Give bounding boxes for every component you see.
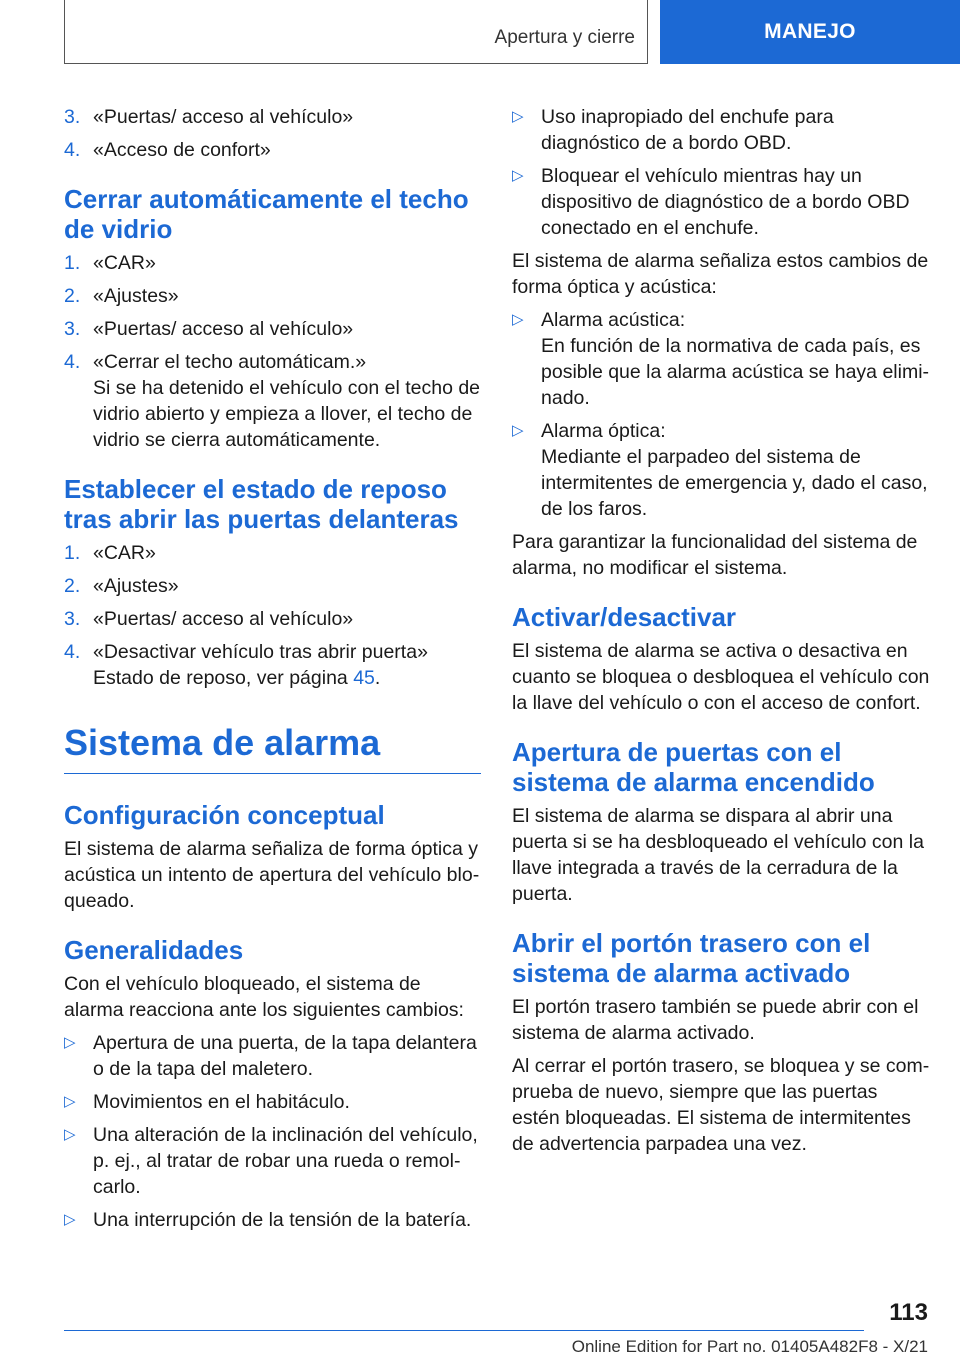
list-item: ▷ Una alteración de la inclinación del vehículo, p. ej., al tratar de robar una rueda o remolcarlo. [64,1124,478,1198]
running-header-section [64,0,648,64]
list-item: ▷ Alarma óptica: Mediante el parpadeo del sistema de intermitentes de emergencia y, dado el caso, de los faros. [512,418,930,522]
left-column [64,104,481,1240]
list-item: 3. «Puertas/ acceso al vehículo» [64,608,354,630]
paragraph: Para garantizar la funcionalidad del sistema de alarma, no modificar el sistema. [512,531,918,579]
triangle-bullet-icon: ▷ [512,167,524,184]
step-note: Estado de reposo, ver página 45. [93,667,381,689]
list-item: 4. «Desactivar vehículo tras abrir puerta» Estado de reposo, ver página 45. [64,639,481,691]
paragraph: El sistema de alarma se activa o desactiva en cuanto se bloquea o desbloquea el vehículo con la llave del vehículo o con el acceso de confort. [512,640,930,714]
bullet-list [512,307,930,522]
heading-general: Generalidades [64,935,244,965]
list-item: 4. «Cerrar el techo automáticam.» Si se ha detenido el vehículo con el techo de vidrio abierto y empieza a llover, el techo de vidrio se cierra automáticamente. [64,351,481,451]
heading-reposo: Establecer el estado de reposo tras abrir las puertas delanteras [64,474,459,534]
triangle-bullet-icon: ▷ [512,422,524,439]
bullet-list [64,1030,481,1233]
list-item: 1. «CAR» [64,252,156,274]
heading-tailgate: Abrir el portón trasero con el sistema de alarma activado [512,928,871,988]
list-item: 3. «Puertas/ acceso al vehículo» [64,318,354,340]
list-item: 2. «Ajustes» [64,285,179,307]
triangle-bullet-icon: ▷ [512,108,524,125]
right-column [512,104,930,1164]
edition-note: Online Edition for Part no. 01405A482F8 - X/21 [571,1337,928,1356]
chapter-heading: Sistema de alarma [64,723,481,774]
heading-activate: Activar/desactivar [512,602,737,632]
paragraph: Al cerrar el portón trasero, se bloquea y se comprueba de nuevo, siempre que las puertas estén bloqueadas. El sistema de intermitentes de advertencia parpadea una vez. [512,1055,930,1155]
chapter-title: MANEJO [764,20,856,43]
steps-list-reposo [64,540,481,691]
list-item: ▷ Alarma acústica: En función de la normativa de cada país, es posible que la alarma acústica se haya eliminado. [512,309,930,409]
steps-list-techo [64,250,481,453]
list-item: ▷ Apertura de una puerta, de la tapa delantera o de la tapa del maletero. [64,1032,477,1080]
heading-concept: Configuración conceptual [64,800,385,830]
triangle-bullet-icon: ▷ [64,1093,76,1110]
page-link[interactable]: 45 [353,667,375,689]
list-item: 3. «Puertas/ acceso al vehículo» [64,106,354,128]
heading-techo: Cerrar automáticamente el techo de vidrio [64,184,469,244]
triangle-bullet-icon: ▷ [64,1034,76,1051]
list-item: ▷ Movimientos en el habitáculo. [64,1091,350,1113]
list-item: 2. «Ajustes» [64,575,179,597]
list-item: ▷ Uso inapropiado del enchufe para diagnóstico de a bordo OBD. [512,106,834,154]
section-title: Apertura y cierre [494,27,635,48]
heading-doors: Apertura de puertas con el sistema de alarma encendido [512,737,875,797]
list-item: 4. «Acceso de confort» [64,139,271,161]
chapter-tab [660,0,960,64]
step-note: Si se ha detenido el vehículo con el techo de vidrio abierto y empieza a llover, el techo de vidrio se cierra automáticamente. [93,377,481,451]
paragraph: El sistema de alarma señaliza de forma óptica y acústica un intento de apertura del vehículo bloqueado. [64,838,480,912]
page-number: 113 [889,1299,928,1326]
list-item: ▷ Bloquear el vehículo mientras hay un dispositivo de diagnóstico de a bordo OBD conectado en el enchufe. [512,165,910,239]
paragraph: El sistema de alarma señaliza estos cambios de forma óptica y acústica: [512,250,929,298]
paragraph: El sistema de alarma se dispara al abrir una puerta si se ha desbloqueado el vehículo con la llave integrada a través de la cerradura de la puerta. [512,805,924,905]
bullet-note: En función de la normativa de cada país, es posible que la alarma acústica se haya eliminado. [541,335,930,409]
triangle-bullet-icon: ▷ [512,311,524,328]
steps-list-continued [64,104,481,163]
bullet-note: Mediante el parpadeo del sistema de intermitentes de emergencia y, dado el caso, de los faros. [541,446,928,520]
bullet-list [512,104,930,241]
list-item: ▷ Una interrupción de la tensión de la batería. [64,1209,472,1231]
step-number: 3. [64,106,81,128]
triangle-bullet-icon: ▷ [64,1126,76,1143]
paragraph: El portón trasero también se puede abrir con el sistema de alarma activado. [512,996,919,1044]
paragraph: Con el vehículo bloqueado, el sistema de alarma reacciona ante los siguientes cambios: [64,973,464,1021]
step-number: 4. [64,139,81,161]
triangle-bullet-icon: ▷ [64,1211,76,1228]
list-item: 1. «CAR» [64,542,156,564]
footer-divider [64,1330,864,1331]
